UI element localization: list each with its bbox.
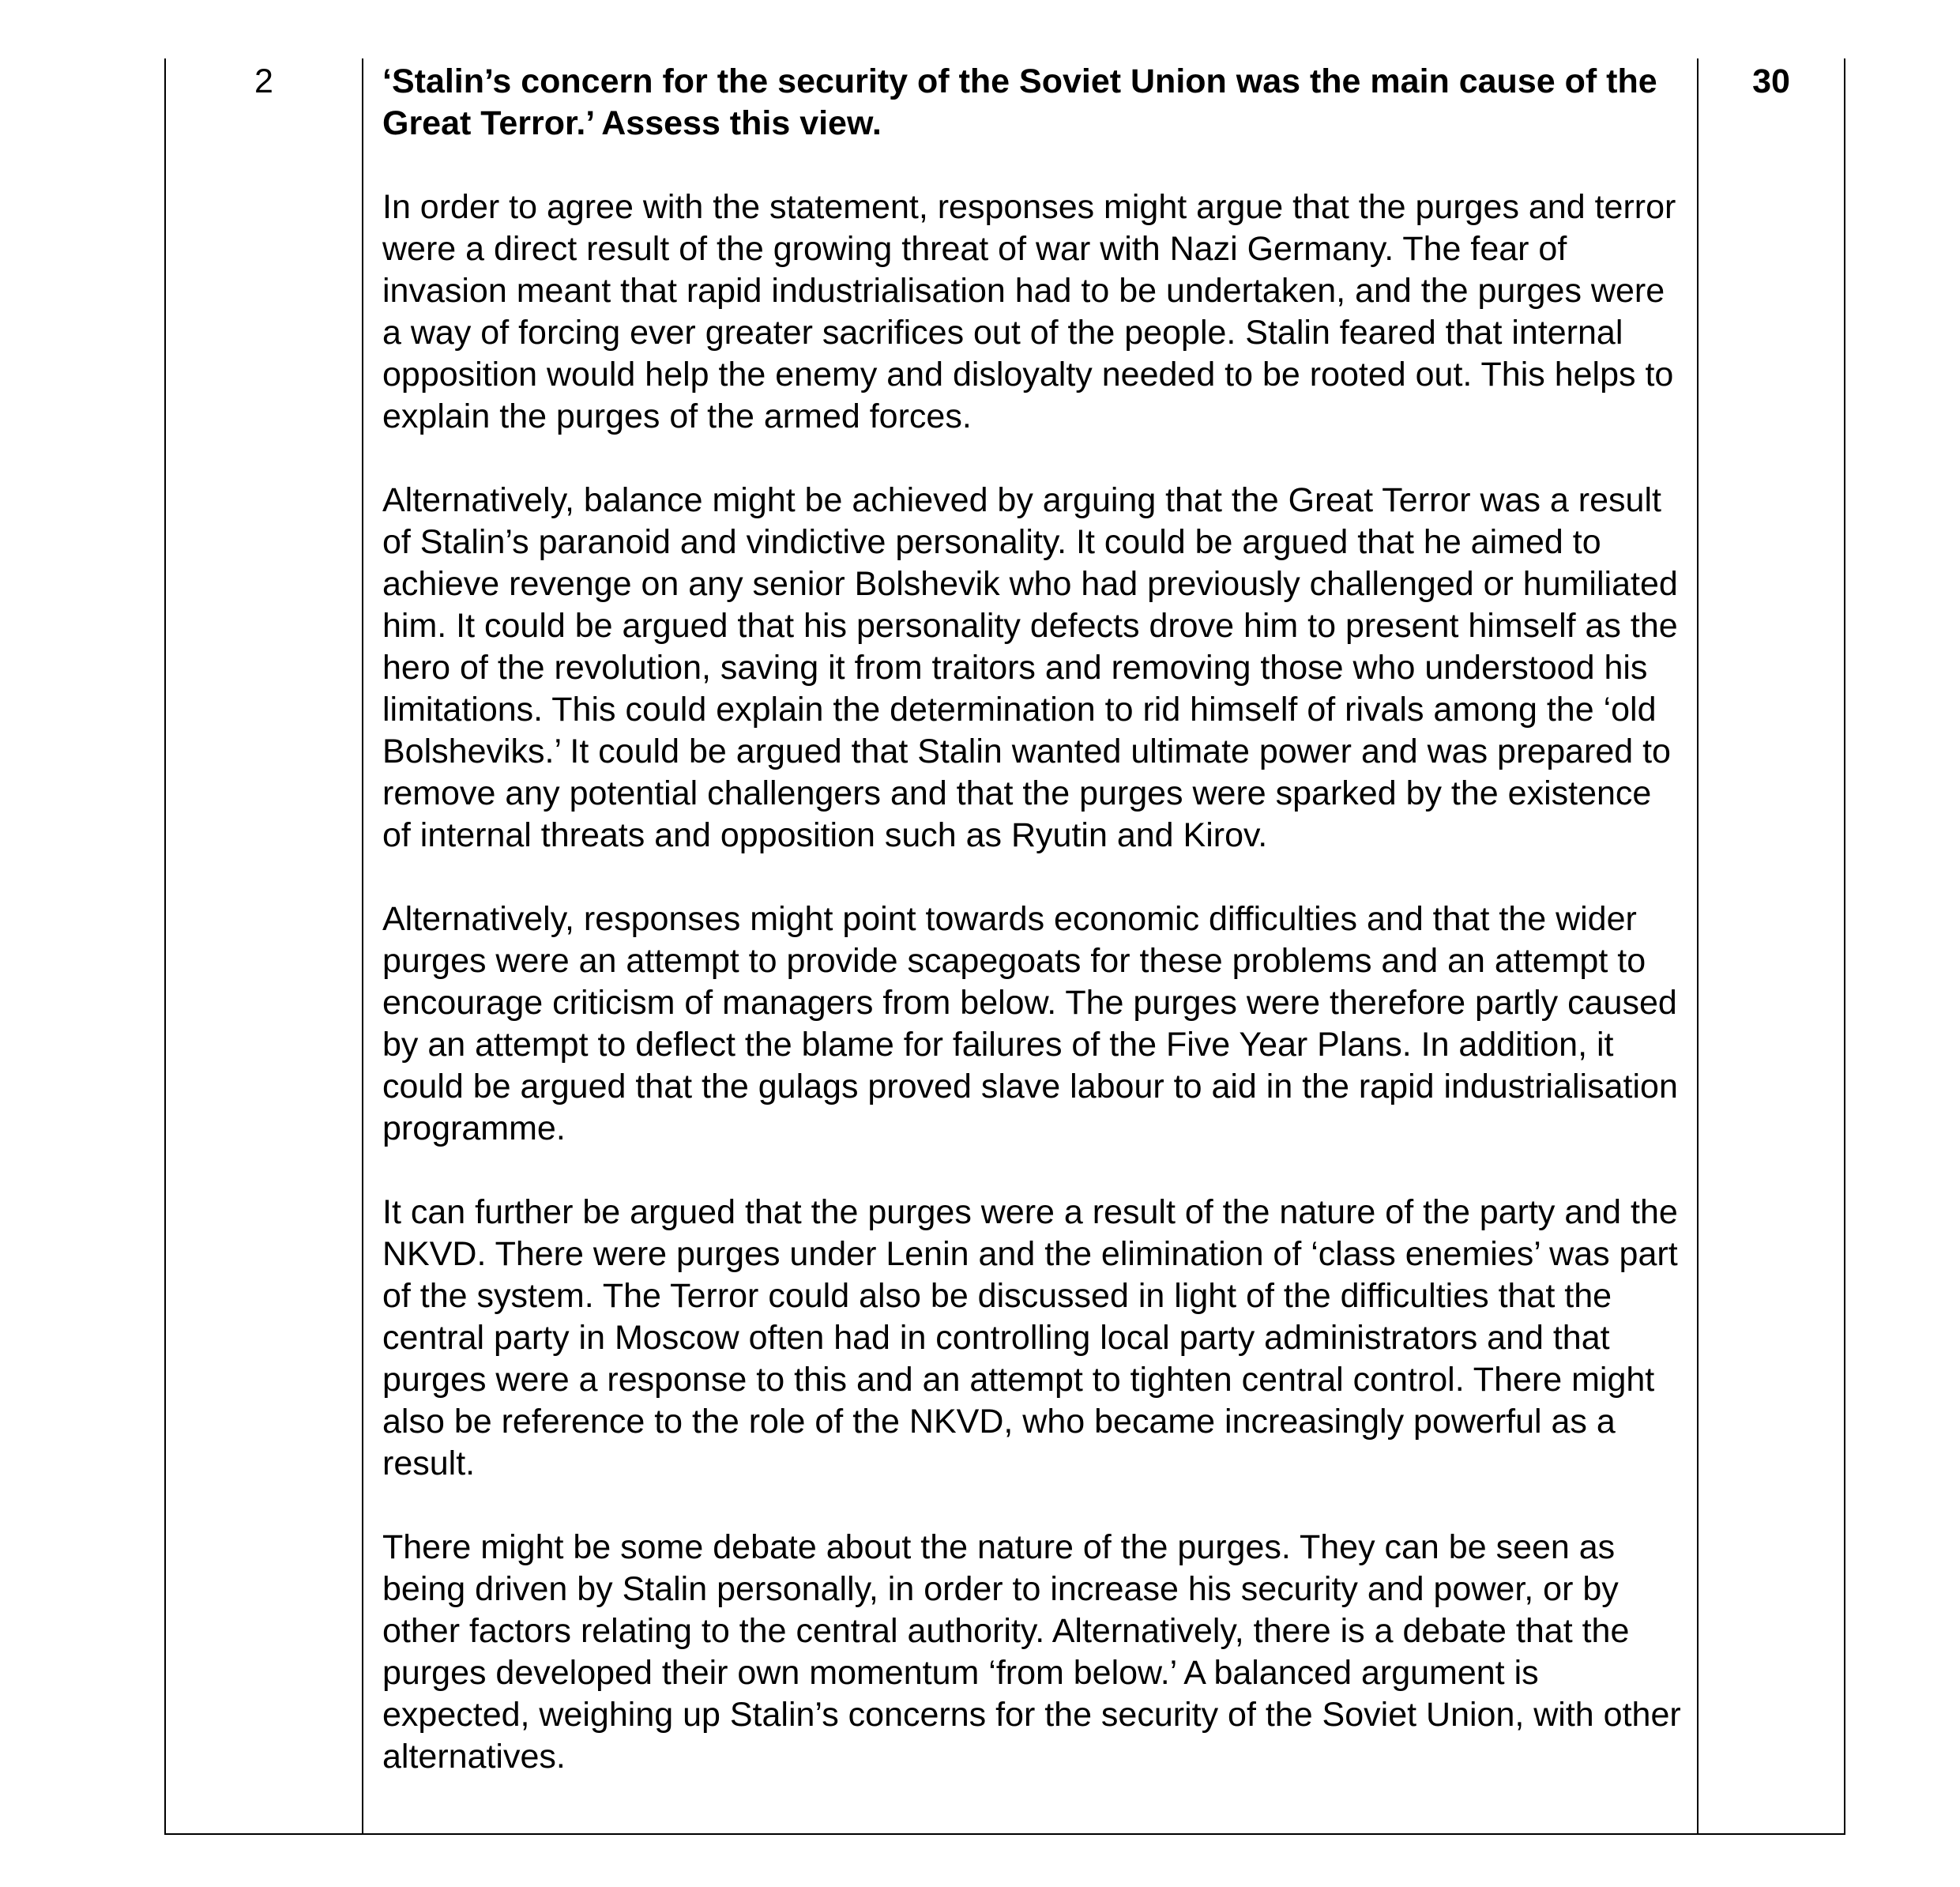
guidance-cell: [363, 58, 1698, 1834]
question-text: ‘Stalin’s concern for the security of the Soviet Union was the main cause of the Great Terror.’ Assess this view.: [382, 62, 1657, 142]
guidance-paragraph: In order to agree with the statement, responses might argue that the purges and terror were a direct result of the growing threat of war with Nazi Germany. The fear of invasion meant that rapid industrialisation had to be undertaken, and the purges were a way of forcing ever greater sacrifices out of the people. Stalin feared that internal opposition would help the enemy and disloyalty needed to be rooted out. This helps to explain the purges of the armed forces.: [382, 188, 1676, 435]
guidance-paragraph: It can further be argued that the purges were a result of the nature of the party and the NKVD. There were purges under Lenin and the elimination of ‘class enemies’ was part of the system. The Terror could also be discussed in light of the difficulties that the central party in Moscow often had in controlling local party administrators and that purges were a response to this and an attempt to tighten central control. There might also be reference to the role of the NKVD, who became increasingly powerful as a result.: [382, 1193, 1678, 1482]
question-number-cell: [165, 58, 363, 1834]
mark-scheme-table: [164, 58, 1845, 1835]
guidance-paragraph: There might be some debate about the nature of the purges. They can be seen as being driven by Stalin personally, in order to increase his security and power, or by other factors relating to the central authority. Alternatively, there is a debate that the purges developed their own momentum ‘from below.’ A balanced argument is expected, weighing up Stalin’s concerns for the security of the Soviet Union, with other alternatives.: [382, 1528, 1681, 1776]
guidance-paragraph: Alternatively, balance might be achieved by arguing that the Great Terror was a result of Stalin’s paranoid and vindictive personality. It could be argued that he aimed to achieve revenge on any senior Bolshevik who had previously challenged or humiliated him. It could be argued that his personality defects drove him to present himself as the hero of the revolution, saving it from traitors and removing those who understood his limitations. This could explain the determination to rid himself of rivals among the ‘old Bolsheviks.’ It could be argued that Stalin wanted ultimate power and was prepared to remove any potential challengers and that the purges were sparked by the existence of internal threats and opposition such as Ryutin and Kirov.: [382, 481, 1678, 854]
question-number: 2: [254, 62, 273, 100]
marks-value: 30: [1752, 62, 1790, 100]
guidance-paragraph: Alternatively, responses might point towards economic difficulties and that the wider purges were an attempt to provide scapegoats for these problems and an attempt to encourage criticism of managers from below. The purges were therefore partly caused by an attempt to deflect the blame for failures of the Five Year Plans. In addition, it could be argued that the gulags proved slave labour to aid in the rapid industrialisation programme.: [382, 900, 1678, 1147]
table-row: [165, 58, 1845, 1834]
marks-cell: [1698, 58, 1845, 1834]
